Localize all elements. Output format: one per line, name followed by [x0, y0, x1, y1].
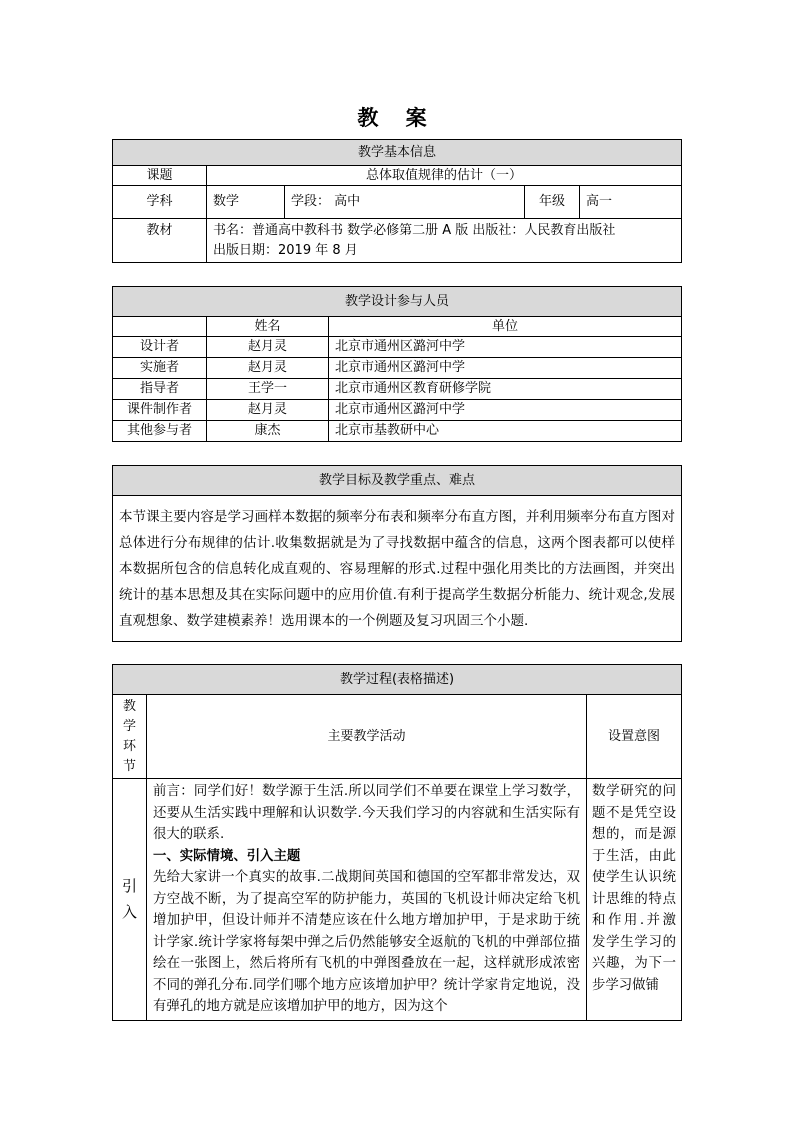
activity-heading: 一、实际情境、引入主题: [153, 848, 301, 864]
unit-cell: 北京市通州区教育研修学院: [329, 379, 682, 400]
role-cell: 课件制作者: [113, 400, 207, 421]
role-cell: 指导者: [113, 379, 207, 400]
process-table: [112, 664, 682, 1021]
role-cell: 其他参与者: [113, 421, 207, 442]
unit-cell: 北京市通州区潞河中学: [329, 337, 682, 358]
table-row: [113, 337, 682, 358]
subject-value: 数学: [207, 186, 285, 219]
goals-table: [112, 465, 682, 642]
table-row: [113, 379, 682, 400]
document-title: 教 案: [357, 106, 437, 130]
name-cell: 赵月灵: [207, 400, 329, 421]
col-activity-header: 主要教学活动: [147, 695, 587, 779]
col-intent-header: 设置意图: [587, 695, 682, 779]
textbook-line-1: 书名：普通高中教科书 数学必修第二册 A 版 出版社：人民教育出版社: [213, 222, 616, 238]
topic-label: 课题: [113, 166, 207, 186]
goals-header: 教学目标及教学重点、难点: [113, 466, 682, 496]
role-cell: 设计者: [113, 337, 207, 358]
participants-header: 教学设计参与人员: [113, 287, 682, 317]
process-header: 教学过程(表格描述): [113, 665, 682, 695]
stage-value: 高中: [334, 194, 361, 209]
grade-label: 年级: [525, 186, 580, 219]
textbook-line-2: 出版日期：2019 年 8 月: [213, 242, 358, 258]
activity-body: 先给大家讲一个真实的故事.二战期间英国和德国的空军都非常发达，双方空战不断，为了提高空军的防护能力，英国的飞机设计师决定给飞机增加护甲，但设计师并不清楚应该在什么地方增加护甲，于是求助于统计学家.统计学家将每架中弹之后仍然能够安全返航的飞机的中弹部位描绘在一张图上，然后将所有飞机的中弹图叠放在一起，这样就形成浓密不同的弹孔分布.同学们哪个地方应该增加护甲？统计学家肯定地说，没有弹孔的地方就是应该增加护甲的地方，因为这个: [153, 870, 580, 1014]
grade-value: 高一: [580, 186, 682, 219]
unit-cell: 北京市通州区潞河中学: [329, 400, 682, 421]
unit-cell: 北京市通州区潞河中学: [329, 358, 682, 379]
name-cell: 赵月灵: [207, 337, 329, 358]
table-row: [113, 358, 682, 379]
goals-text: 本节课主要内容是学习画样本数据的频率分布表和频率分布直方图，并利用频率分布直方图对总体进行分布规律的估计.收集数据就是为了寻找数据中蕴含的信息，这两个图表都可以使样本数据所包含的信息转化成直观的、容易理解的形式.过程中强化用类比的方法画图，并突出统计的基本思想及其在实际问题中的应用价值.有利于提高学生数据分析能力、统计观念,发展直观想象、数学建模素养！选用课本的一个例题及复习巩固三个小题.: [113, 496, 682, 642]
name-cell: 赵月灵: [207, 358, 329, 379]
role-cell: 实施者: [113, 358, 207, 379]
intent-text: 数学研究的问题不是凭空设想的，而是源于生活，由此使学生认识统计思维的特点和作用.并激发学生学习的兴趣，为下一步学习做铺: [587, 779, 682, 1021]
blank-cell: [113, 317, 207, 337]
col-name-header: 姓名: [207, 317, 329, 337]
table-row: [113, 421, 682, 442]
activity-cell: [147, 779, 587, 1021]
table-row: [113, 400, 682, 421]
stage-label: 学段：: [291, 194, 331, 209]
name-cell: 王学一: [207, 379, 329, 400]
basic-info-header: 教学基本信息: [113, 140, 682, 166]
participants-table: [112, 286, 682, 442]
stage-cell: [285, 186, 525, 219]
name-cell: 康杰: [207, 421, 329, 442]
unit-cell: 北京市基教研中心: [329, 421, 682, 442]
subject-label: 学科: [113, 186, 207, 219]
col-stage-header: 教 学 环 节: [113, 695, 147, 779]
activity-intro: 前言：同学们好！数学源于生活.所以同学们不单要在课堂上学习数学，还要从生活实践中理解和认识数学.今天我们学习的内容就和生活实际有很大的联系.: [153, 784, 580, 842]
textbook-value: [207, 219, 682, 263]
topic-value: 总体取值规律的估计（一）: [207, 166, 682, 186]
col-unit-header: 单位: [329, 317, 682, 337]
textbook-label: 教材: [113, 219, 207, 263]
basic-info-table: [112, 139, 682, 263]
stage-name: 引 入: [113, 779, 147, 1021]
